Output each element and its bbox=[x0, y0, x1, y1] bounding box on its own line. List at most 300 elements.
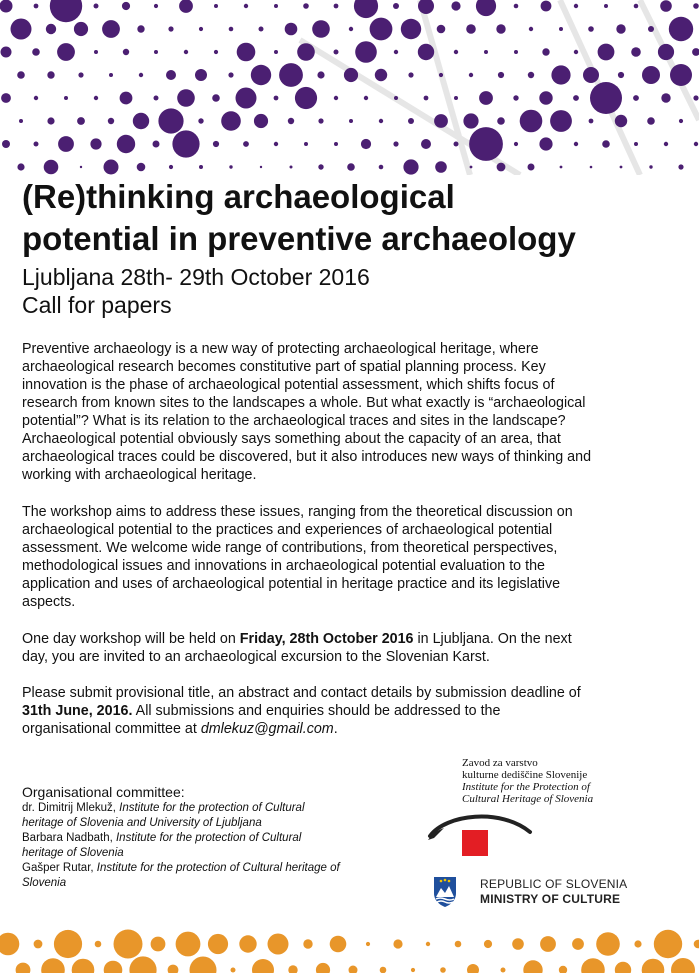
banner-dot bbox=[454, 96, 458, 100]
banner-dot bbox=[469, 73, 473, 77]
banner-dot bbox=[32, 48, 40, 56]
banner-dot bbox=[133, 113, 149, 129]
banner-dot bbox=[354, 0, 378, 18]
banner-dot bbox=[616, 24, 625, 33]
member-affiliation: Slovenia bbox=[22, 877, 67, 889]
slovenia-coat-of-arms-icon bbox=[432, 875, 458, 909]
period: . bbox=[333, 721, 338, 737]
intro-line: Archaeological potential obviously says something about the capacity of an area, that bbox=[22, 431, 561, 447]
banner-dot bbox=[393, 939, 402, 948]
zvkds-name-en-2: Cultural Heritage of Slovenia bbox=[462, 793, 594, 805]
banner-dot bbox=[604, 4, 608, 8]
banner-dot bbox=[44, 160, 59, 175]
banner-dot bbox=[393, 141, 398, 146]
banner-dot bbox=[454, 50, 458, 54]
zvkds-logo-mark bbox=[426, 810, 534, 860]
banner-dot bbox=[678, 164, 683, 169]
date-text: in Ljubljana. On the next bbox=[413, 631, 572, 647]
banner-dot bbox=[198, 118, 203, 123]
banner-dot bbox=[199, 165, 203, 169]
committee-member-cont bbox=[22, 846, 402, 861]
banner-dot bbox=[214, 4, 218, 8]
banner-dot bbox=[572, 938, 584, 950]
intro-line: Preventive archaeology is a new way of protecting archaeological heritage, where bbox=[22, 341, 539, 357]
banner-dot bbox=[123, 49, 129, 55]
banner-dot bbox=[251, 65, 271, 85]
banner-dot bbox=[166, 70, 176, 80]
banner-dot bbox=[692, 48, 699, 56]
banner-dot bbox=[631, 47, 641, 57]
banner-dot bbox=[664, 142, 668, 146]
banner-dot bbox=[484, 50, 488, 54]
logo-red-square bbox=[462, 830, 488, 856]
banner-dot bbox=[229, 27, 234, 32]
banner-dot bbox=[634, 142, 638, 146]
banner-dot bbox=[139, 73, 143, 77]
ministry-country: REPUBLIC OF SLOVENIA bbox=[480, 877, 628, 891]
banner-dot bbox=[528, 164, 535, 171]
banner-dot bbox=[380, 967, 387, 973]
banner-dot bbox=[316, 963, 330, 973]
zvkds-logo-text bbox=[462, 757, 593, 805]
banner-dot bbox=[467, 964, 479, 973]
banner-dot bbox=[418, 44, 434, 60]
banner-dot bbox=[539, 91, 552, 104]
orange-dots-banner bbox=[0, 928, 699, 973]
aims-line: archaeological potential to the practices and experiences of archaeological potential bbox=[22, 522, 553, 538]
banner-dot bbox=[94, 50, 98, 54]
banner-dot bbox=[288, 118, 294, 124]
banner-dot bbox=[303, 939, 312, 948]
banner-dot bbox=[288, 965, 297, 973]
banner-dot bbox=[303, 3, 309, 9]
banner-dot bbox=[228, 72, 233, 77]
banner-dot bbox=[158, 108, 183, 133]
event-date-line: Ljubljana 28th- 29th October 2016 bbox=[22, 264, 370, 290]
banner-dot bbox=[671, 958, 695, 973]
banner-dot bbox=[615, 962, 631, 973]
intro-line: working with archaeological heritage. bbox=[22, 467, 257, 483]
banner-dot bbox=[370, 18, 393, 41]
aims-line: methodological issues and innovations in archaeological potential evaluation to the bbox=[22, 558, 545, 574]
zvkds-name-en bbox=[462, 793, 593, 805]
workshop-aims-paragraph bbox=[22, 503, 662, 611]
title-line-2: potential in preventive archaeology bbox=[22, 220, 576, 257]
banner-dot bbox=[520, 110, 543, 133]
banner-dot bbox=[47, 117, 54, 124]
banner-dot bbox=[542, 48, 549, 55]
banner-dot bbox=[355, 41, 377, 63]
banner-dot bbox=[550, 110, 572, 132]
banner-dot bbox=[41, 958, 65, 973]
committee-member bbox=[22, 801, 402, 816]
banner-dot bbox=[54, 930, 82, 958]
banner-dot bbox=[244, 4, 248, 8]
submission-line-3 bbox=[22, 720, 662, 738]
deadline-date: 31th June, 2016. bbox=[22, 703, 133, 719]
banner-dot bbox=[279, 63, 303, 87]
banner-dot bbox=[694, 142, 698, 146]
committee-member-cont bbox=[22, 816, 402, 831]
banner-dot bbox=[318, 164, 323, 169]
banner-dot bbox=[34, 4, 39, 9]
banner-dot bbox=[229, 165, 232, 168]
banner-dot bbox=[221, 111, 241, 131]
banner-dot bbox=[214, 50, 218, 54]
banner-dot bbox=[602, 140, 610, 148]
banner-dot bbox=[237, 43, 256, 62]
banner-dot bbox=[295, 87, 317, 109]
banner-dot bbox=[334, 142, 338, 146]
submission-line-1: Please submit provisional title, an abstract and contact details by submission deadline of bbox=[22, 685, 581, 701]
banner-dot bbox=[72, 959, 95, 973]
banner-dot bbox=[11, 19, 32, 40]
banner-dot bbox=[466, 24, 476, 34]
member-name: Gašper Rutar, bbox=[22, 862, 97, 874]
zvkds-name-si: kulturne dediščine Slovenije bbox=[462, 769, 588, 781]
banner-dot bbox=[528, 72, 534, 78]
submission-text: All submissions and enquiries should be addressed to the bbox=[132, 703, 501, 719]
member-affiliation: Institute for the protection of Cultural bbox=[119, 802, 305, 814]
banner-dot bbox=[574, 50, 578, 54]
ministry-logo-text bbox=[480, 877, 627, 907]
banner-dot bbox=[539, 137, 552, 150]
banner-dot bbox=[620, 166, 623, 169]
aims-line: application and uses of archaeological potential in heritage practice and its legislative bbox=[22, 576, 561, 592]
banner-dot bbox=[268, 934, 289, 955]
banner-dot bbox=[17, 163, 24, 170]
aims-line: aspects. bbox=[22, 594, 76, 610]
banner-dot bbox=[334, 50, 339, 55]
workshop-date: Friday, 28th October 2016 bbox=[239, 631, 414, 647]
committee-member bbox=[22, 861, 402, 876]
banner-dot bbox=[424, 96, 429, 101]
banner-dot bbox=[19, 119, 23, 123]
banner-dot bbox=[58, 136, 74, 152]
banner-dot bbox=[213, 141, 219, 147]
banner-dot bbox=[252, 959, 274, 973]
date-text: One day workshop will be held on bbox=[22, 631, 240, 647]
banner-dot bbox=[168, 26, 173, 31]
banner-dot bbox=[574, 4, 578, 8]
banner-dot bbox=[633, 95, 639, 101]
banner-dot bbox=[361, 139, 371, 149]
banner-dot bbox=[501, 968, 506, 973]
banner-dot bbox=[108, 118, 114, 124]
banner-dot bbox=[590, 166, 593, 169]
banner-dot bbox=[78, 72, 83, 77]
banner-dot bbox=[34, 940, 43, 949]
banner-dot bbox=[104, 961, 123, 973]
banner-dot bbox=[16, 963, 31, 973]
banner-dot bbox=[514, 50, 518, 54]
banner-dot bbox=[122, 2, 130, 10]
banner-dot bbox=[349, 119, 353, 123]
date-line-1 bbox=[22, 630, 662, 648]
banner-dot bbox=[137, 163, 146, 172]
banner-dot bbox=[317, 71, 324, 78]
banner-dot bbox=[304, 142, 308, 146]
banner-dot bbox=[290, 166, 293, 169]
banner-dot bbox=[514, 4, 519, 9]
banner-dot bbox=[523, 960, 542, 973]
banner-dot bbox=[0, 933, 19, 956]
banner-dot bbox=[435, 161, 447, 173]
banner-dot bbox=[94, 4, 99, 9]
banner-dot bbox=[114, 930, 143, 959]
member-affiliation: Institute for the protection of Cultural heritage of bbox=[96, 862, 340, 874]
banner-dot bbox=[177, 89, 195, 107]
member-affiliation: heritage of Slovenia and University of Ljubljana bbox=[22, 817, 262, 829]
banner-dot bbox=[661, 93, 670, 102]
banner-dot bbox=[498, 72, 504, 78]
banner-dot bbox=[679, 119, 683, 123]
member-affiliation: Institute for the protection of Cultural bbox=[115, 832, 302, 844]
banner-dot bbox=[529, 27, 533, 31]
banner-dot bbox=[364, 96, 368, 100]
banner-dot bbox=[540, 936, 556, 952]
submission-text: organisational committee at bbox=[22, 721, 201, 737]
banner-dot bbox=[497, 163, 506, 172]
banner-dot bbox=[109, 73, 113, 77]
intro-line: archaeological traces could be discovered, but it also introduces new ways of thinking and bbox=[22, 449, 592, 465]
banner-dot bbox=[330, 936, 347, 953]
banner-dot bbox=[260, 166, 262, 168]
banner-dot bbox=[394, 96, 398, 100]
ministry-name: MINISTRY OF CULTURE bbox=[480, 892, 621, 906]
excursion-line: day, you are invited to an archaeological excursion to the Slovenian Karst. bbox=[22, 649, 490, 665]
banner-dot bbox=[74, 22, 88, 36]
banner-dot bbox=[57, 43, 75, 61]
banner-dot bbox=[560, 166, 563, 169]
banner-dot bbox=[463, 113, 478, 128]
banner-dot bbox=[439, 73, 443, 77]
banner-dot bbox=[2, 140, 10, 148]
banner-dot bbox=[647, 117, 655, 125]
banner-dot bbox=[615, 115, 627, 127]
zvkds-name-si: Zavod za varstvo bbox=[462, 757, 538, 769]
banner-dot bbox=[334, 4, 339, 9]
banner-dot bbox=[408, 72, 413, 77]
banner-dot bbox=[95, 941, 102, 948]
banner-dot bbox=[496, 24, 505, 33]
banner-dot bbox=[274, 96, 279, 101]
banner-dot bbox=[64, 96, 68, 100]
banner-dot bbox=[476, 0, 496, 16]
banner-dot bbox=[581, 958, 605, 973]
banner-dot bbox=[573, 95, 579, 101]
banner-dot bbox=[648, 26, 654, 32]
banner-dot bbox=[94, 96, 98, 100]
banner-dot bbox=[654, 930, 682, 958]
banner-dot bbox=[80, 166, 82, 168]
banner-dot bbox=[169, 165, 173, 169]
intro-line: archaeological research becomes constitutive part of spatial planning process. Key bbox=[22, 359, 546, 375]
banner-dot bbox=[694, 940, 699, 949]
banner-dot bbox=[34, 142, 39, 147]
banner-dot bbox=[168, 965, 179, 973]
banner-dot bbox=[658, 44, 674, 60]
submission-line-2 bbox=[22, 702, 662, 720]
banner-dot bbox=[151, 937, 166, 952]
banner-dot bbox=[117, 135, 135, 153]
banner-dot bbox=[513, 95, 518, 100]
intro-paragraph bbox=[22, 340, 662, 484]
banner-dot bbox=[469, 127, 503, 161]
banner-dot bbox=[375, 69, 387, 81]
banner-dot bbox=[154, 50, 158, 54]
banner-dot bbox=[120, 92, 133, 105]
committee-heading: Organisational committee: bbox=[22, 784, 185, 800]
banner-dot bbox=[172, 130, 199, 157]
page-title bbox=[22, 176, 576, 260]
banner-dot bbox=[34, 96, 38, 100]
banner-dot bbox=[660, 0, 672, 12]
banner-dot bbox=[408, 118, 414, 124]
banner-dot bbox=[479, 91, 493, 105]
banner-dot bbox=[455, 941, 462, 948]
banner-dot bbox=[349, 966, 358, 973]
banner-dot bbox=[208, 934, 228, 954]
banner-dot bbox=[401, 19, 421, 39]
call-for-papers-heading: Call for papers bbox=[22, 292, 172, 318]
banner-dot bbox=[411, 968, 415, 972]
banner-dot bbox=[434, 114, 448, 128]
banner-dot bbox=[497, 117, 505, 125]
banner-dot bbox=[347, 163, 355, 171]
banner-dot bbox=[634, 4, 639, 9]
banner-dot bbox=[259, 27, 264, 32]
committee-member-cont bbox=[22, 876, 402, 891]
member-name: Barbara Nadbath, bbox=[22, 832, 116, 844]
banner-dot bbox=[693, 95, 698, 100]
banner-dot bbox=[693, 3, 699, 9]
banner-dot bbox=[153, 141, 160, 148]
zvkds-name-en bbox=[462, 781, 593, 793]
banner-dot bbox=[184, 50, 188, 54]
purple-dots-banner bbox=[0, 0, 699, 175]
banner-dot bbox=[484, 940, 492, 948]
banner-dot bbox=[394, 50, 398, 54]
banner-dot bbox=[77, 117, 85, 125]
banner-dot bbox=[176, 932, 201, 957]
banner-dot bbox=[379, 165, 384, 170]
banner-dot bbox=[102, 20, 120, 38]
banner-dot bbox=[254, 114, 268, 128]
banner-dot bbox=[239, 935, 256, 952]
aims-line: assessment. We welcome wide range of contributions, from theoretical perspectives, bbox=[22, 540, 558, 556]
banner-dot bbox=[129, 956, 156, 973]
banner-dot bbox=[393, 3, 399, 9]
banner-dot bbox=[1, 47, 12, 58]
banner-dot bbox=[231, 968, 236, 973]
banner-dot bbox=[440, 967, 446, 973]
banner-dot bbox=[334, 96, 338, 100]
banner-dot bbox=[236, 88, 257, 109]
banner-dot bbox=[274, 50, 278, 54]
banner-dot bbox=[137, 25, 144, 32]
banner-dot bbox=[642, 959, 665, 973]
banner-dot bbox=[551, 65, 570, 84]
banner-dot bbox=[344, 68, 358, 82]
banner-dot bbox=[243, 141, 249, 147]
banner-dot bbox=[669, 17, 693, 41]
organising-committee bbox=[22, 783, 402, 891]
banner-dot bbox=[46, 24, 56, 34]
committee-member bbox=[22, 831, 402, 846]
intro-line: potential”? What is its relation to the archaeological traces and sites in the landscape? bbox=[22, 413, 566, 429]
contact-email-link[interactable]: dmlekuz@gmail.com bbox=[200, 721, 334, 737]
banner-dot bbox=[179, 0, 193, 13]
banner-dot bbox=[285, 23, 298, 36]
banner-dot bbox=[618, 72, 624, 78]
banner-dot bbox=[470, 166, 473, 169]
banner-dot bbox=[583, 67, 599, 83]
banner-dot bbox=[670, 64, 692, 86]
banner-dot bbox=[274, 4, 278, 8]
banner-dot bbox=[649, 165, 652, 168]
zvkds-name-en-1: Institute for the Protection of bbox=[462, 781, 590, 793]
banner-dot bbox=[312, 20, 330, 38]
banner-dot bbox=[90, 138, 101, 149]
banner-dot bbox=[574, 142, 578, 146]
banner-dot bbox=[318, 118, 323, 123]
banner-dot bbox=[596, 932, 620, 956]
banner-dot bbox=[589, 119, 594, 124]
banner-dot bbox=[512, 938, 524, 950]
banner-dot bbox=[642, 66, 660, 84]
banner-dot bbox=[50, 0, 82, 22]
banner-dot bbox=[1, 93, 11, 103]
member-affiliation: heritage of Slovenia bbox=[22, 847, 124, 859]
workshop-date-paragraph bbox=[22, 630, 662, 666]
banner-dot bbox=[349, 27, 353, 31]
banner-dot bbox=[437, 25, 446, 34]
banner-dot bbox=[190, 957, 217, 973]
banner-dot bbox=[199, 27, 203, 31]
banner-dot bbox=[559, 27, 563, 31]
banner-dot bbox=[590, 82, 622, 114]
aims-line: The workshop aims to address these issues, ranging from the theoretical discussion on bbox=[22, 504, 573, 520]
banner-dot bbox=[366, 942, 370, 946]
banner-dot bbox=[426, 942, 430, 946]
banner-dot bbox=[154, 4, 158, 8]
member-name: dr. Dimitrij Mlekuž, bbox=[22, 802, 120, 814]
banner-dot bbox=[454, 142, 459, 147]
banner-dot bbox=[403, 159, 418, 174]
banner-dot bbox=[195, 69, 207, 81]
banner-dot bbox=[514, 142, 518, 146]
banner-dot bbox=[451, 1, 460, 10]
banner-dot bbox=[297, 43, 315, 61]
banner-dot bbox=[154, 96, 159, 101]
banner-dot bbox=[379, 119, 383, 123]
banner-dot bbox=[212, 94, 220, 102]
banner-dot bbox=[634, 940, 641, 947]
banner-dot bbox=[559, 966, 567, 973]
banner-dot bbox=[274, 142, 278, 146]
intro-line: innovation is the phase of archaeological potential assessment, which shifts focus of bbox=[22, 377, 555, 393]
banner-dot bbox=[0, 0, 13, 13]
banner-stripe bbox=[640, 0, 699, 120]
banner-dot bbox=[104, 160, 119, 175]
banner-dot bbox=[541, 1, 552, 12]
banner-dot bbox=[598, 44, 615, 61]
submission-paragraph bbox=[22, 684, 662, 738]
banner-dot bbox=[421, 139, 431, 149]
banner-dot bbox=[17, 71, 25, 79]
intro-line: research from known sites to the landscapes a whole. But what exactly is “archaeological bbox=[22, 395, 586, 411]
